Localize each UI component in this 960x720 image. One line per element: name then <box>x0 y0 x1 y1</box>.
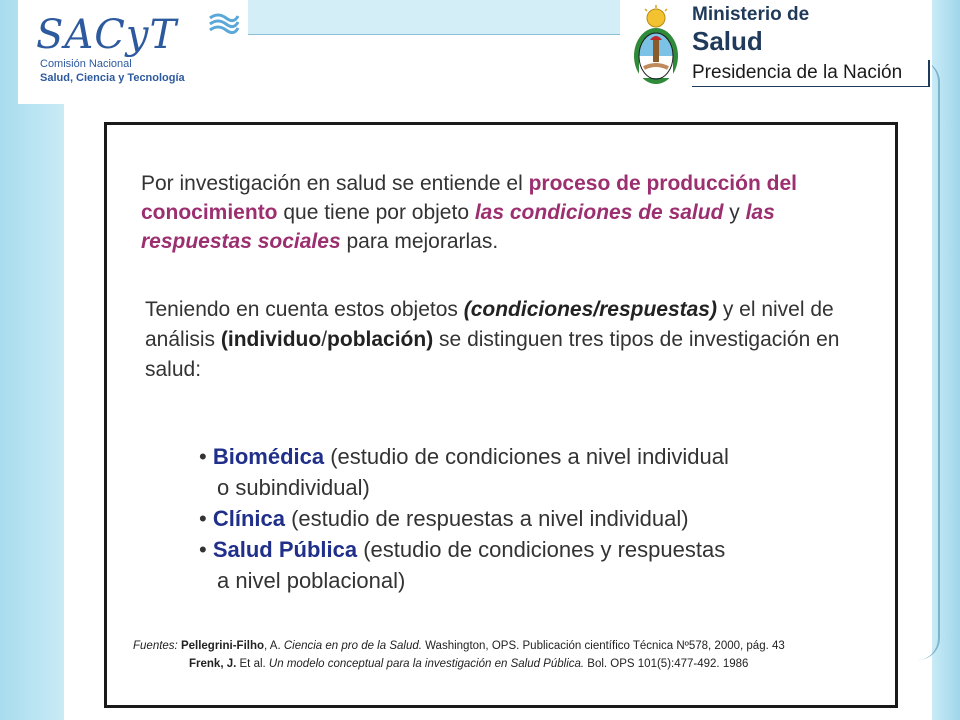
coat-of-arms-icon <box>626 4 686 88</box>
sacyt-subtitle-2: Salud, Ciencia y Tecnología <box>40 72 185 84</box>
source-2-etal: Et al. <box>236 658 269 670</box>
research-types-list <box>199 441 879 596</box>
para2-bold-3: población) <box>327 328 434 351</box>
para2-bold-2: (individuo <box>220 328 322 351</box>
sacyt-subtitle-1: Comisión Nacional <box>40 58 132 70</box>
para2-text-4: se distinguen tres tipos de investigación en salud: <box>145 328 840 381</box>
para1-highlight-2: las condiciones de salud <box>474 201 724 224</box>
bullet: • <box>199 506 207 531</box>
para2-bold-1: (condiciones/respuestas) <box>463 298 717 321</box>
list-term: Clínica <box>212 506 285 531</box>
top-blue-strip <box>248 0 620 35</box>
list-item <box>199 441 879 472</box>
ministerio-title-line1: Ministerio de <box>692 4 810 25</box>
para1-text-1: Por investigación en salud se entiende el <box>141 172 529 195</box>
ministerio-title-line2: Salud <box>692 26 763 56</box>
list-desc: o subindividual) <box>217 475 370 500</box>
right-curve-decoration <box>918 60 940 660</box>
list-item-continuation <box>199 472 879 503</box>
para1-text-4: para mejorarlas. <box>340 230 499 253</box>
para1-highlight-1: proceso de producción del conocimiento <box>141 172 797 224</box>
sacyt-logo-text: SACyT <box>36 12 178 58</box>
para1-highlight-3: las respuestas sociales <box>141 201 775 253</box>
sources-citation <box>133 637 893 673</box>
source-2-rest: Bol. OPS 101(5):477-492. 1986 <box>584 658 749 670</box>
list-desc: a nivel poblacional) <box>217 568 406 593</box>
sources-label: Fuentes: <box>133 640 178 652</box>
ministerio-logo <box>622 0 932 100</box>
source-1-title: Ciencia en pro de la Salud. <box>283 640 422 652</box>
definition-paragraph <box>141 169 871 256</box>
list-term: Biomédica <box>212 444 325 469</box>
bullet: • <box>199 537 207 562</box>
para2-text-1: Teniendo en cuenta estos objetos <box>145 298 464 321</box>
list-item <box>199 534 879 565</box>
ministerio-subtitle: Presidencia de la Nación <box>692 60 930 87</box>
list-desc: (estudio de respuestas a nivel individual) <box>284 506 689 531</box>
list-term: Salud Pública <box>212 537 358 562</box>
source-1-author: Pellegrini-Filho <box>180 640 265 652</box>
source-1-initial: , A. <box>264 640 284 652</box>
source-line-1 <box>133 637 893 655</box>
source-2-title: Un modelo conceptual para la investigación en Salud Pública. <box>268 658 585 670</box>
source-1-rest: Washington, OPS. Publicación científico Técnica Nº578, 2000, pág. 43 <box>421 640 785 652</box>
sacyt-logo <box>18 0 248 104</box>
para1-text-2: que tiene por objeto <box>277 201 475 224</box>
content-frame <box>104 122 898 708</box>
bullet: • <box>199 444 207 469</box>
source-2-author: Frenk, J. <box>189 658 237 670</box>
left-blue-band <box>0 0 64 720</box>
list-item <box>199 503 879 534</box>
classification-paragraph <box>145 295 875 385</box>
para1-text-3: y <box>723 201 746 224</box>
list-item-continuation <box>199 565 879 596</box>
source-line-2 <box>133 655 893 673</box>
list-desc: (estudio de condiciones y respuestas <box>357 537 726 562</box>
para2-text-2: y el nivel de análisis <box>145 298 834 351</box>
list-desc: (estudio de condiciones a nivel individual <box>324 444 729 469</box>
flag-waves-icon <box>208 12 240 34</box>
para2-text-3: / <box>321 328 328 351</box>
